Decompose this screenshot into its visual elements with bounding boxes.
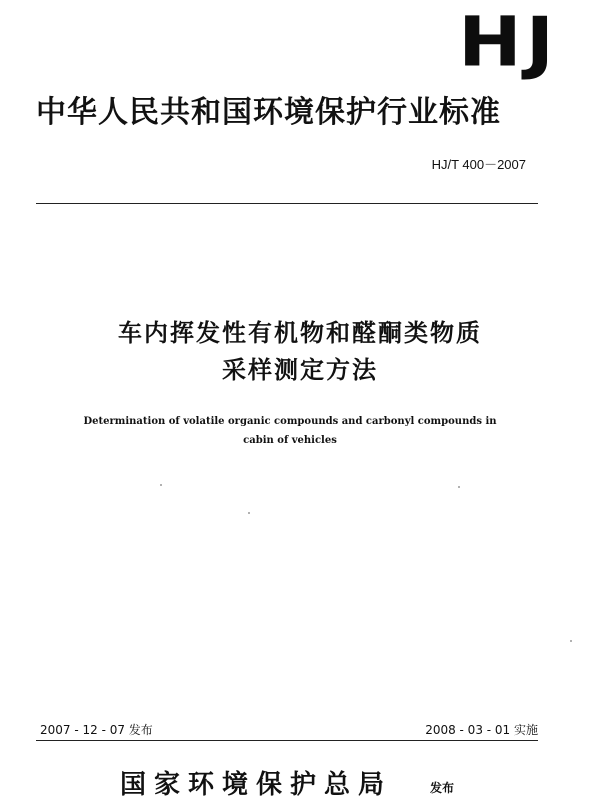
scan-speck (570, 640, 572, 642)
standard-organization-title: 中华人民共和国环境保护行业标准 (36, 95, 501, 130)
issue-date: 2007 - 12 - 07 发布 (40, 723, 153, 737)
top-divider (36, 203, 538, 204)
scan-speck (160, 484, 162, 486)
document-title-cn-line1: 车内挥发性有机物和醛酮类物质 (118, 319, 482, 347)
scan-speck (458, 486, 460, 488)
implementation-date: 2008 - 03 - 01 实施 (425, 723, 538, 737)
issuing-authority: 国家环境保护总局 (120, 770, 393, 800)
document-title-cn-line2: 采样测定方法 (222, 356, 378, 384)
bottom-divider (36, 740, 538, 741)
document-title-en-line2: cabin of vehicles (243, 435, 337, 446)
issuer-tag: 发布 (430, 781, 455, 795)
standard-number: HJ/T 400－2007 (431, 157, 526, 172)
scan-speck (248, 512, 250, 514)
hj-logo: HJ (458, 1, 558, 82)
document-title-en-line1: Determination of volatile organic compounds and carbonyl compounds in (83, 416, 497, 427)
